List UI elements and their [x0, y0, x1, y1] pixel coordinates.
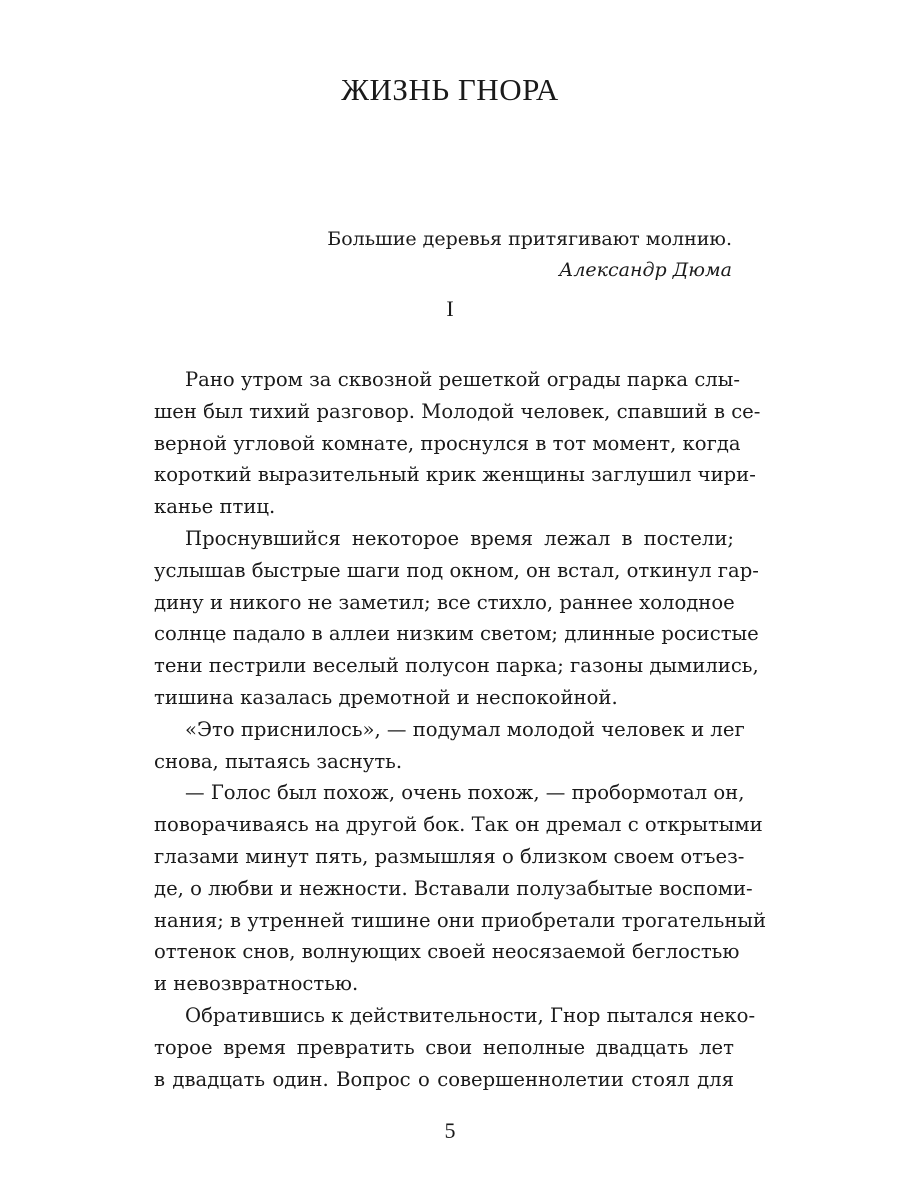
paragraph-line: шен был тихий разговор. Молодой человек, спавший в се- — [154, 399, 761, 423]
paragraph-line: поворачиваясь на другой бок. Так он дремал с открытыми — [154, 813, 763, 837]
paragraph-line: тишина казалась дремотной и неспокойной. — [154, 685, 618, 709]
paragraph-line: Обратившись к действительности, Гнор пытался неко- — [185, 1003, 756, 1027]
epigraph — [327, 224, 732, 286]
paragraph-line: солнце падало в аллеи низким светом; длинные росистые — [154, 622, 759, 646]
paragraph-line: короткий выразительный крик женщины заглушил чири- — [154, 463, 756, 487]
paragraph-line: «Это приснилось», — подумал молодой человек и лег — [185, 717, 745, 741]
paragraph-line: нания; в утренней тишине они приобретали трогательный — [154, 908, 767, 932]
paragraph-line: оттенок снов, волнующих своей неосязаемой беглостью — [154, 940, 740, 964]
epigraph-quote: Большие деревья притягивают молнию. — [327, 228, 732, 250]
paragraph-line: тени пестрили веселый полусон парка; газоны дымились, — [154, 654, 759, 678]
body-text — [154, 364, 767, 1095]
paragraph-line: Проснувшийся некоторое время лежал в постели; — [185, 526, 734, 550]
chapter-title: ЖИЗНЬ ГНОРА — [341, 72, 559, 107]
paragraph-line: — Голос был похож, очень похож, — пробормотал он, — [185, 781, 745, 805]
page-number: 5 — [444, 1118, 456, 1143]
paragraph-line: услышав быстрые шаги под окном, он встал, откинул гар- — [154, 558, 759, 582]
paragraph-line: канье птиц. — [154, 495, 276, 519]
paragraph-line: верной угловой комнате, проснулся в тот момент, когда — [154, 431, 741, 455]
paragraph-line: Рано утром за сквозной решеткой ограды парка слы- — [185, 368, 740, 391]
paragraph-line: и невозвратностью. — [154, 972, 359, 996]
paragraph-line: дину и никого не заметил; все стихло, раннее холодное — [154, 590, 735, 614]
paragraph-line: де, о любви и нежности. Вставали полузабытые воспоми- — [154, 876, 753, 900]
paragraph-line: снова, пытаясь заснуть. — [154, 749, 403, 773]
epigraph-author: Александр Дюма — [558, 259, 732, 281]
paragraph-line: торое время превратить свои неполные двадцать лет — [154, 1035, 734, 1059]
paragraph-line: глазами минут пять, размышляя о близком своем отъез- — [154, 844, 745, 868]
paragraph-line: в двадцать один. Вопрос о совершеннолетии стоял для — [154, 1067, 734, 1091]
chapter-number: I — [446, 296, 454, 321]
